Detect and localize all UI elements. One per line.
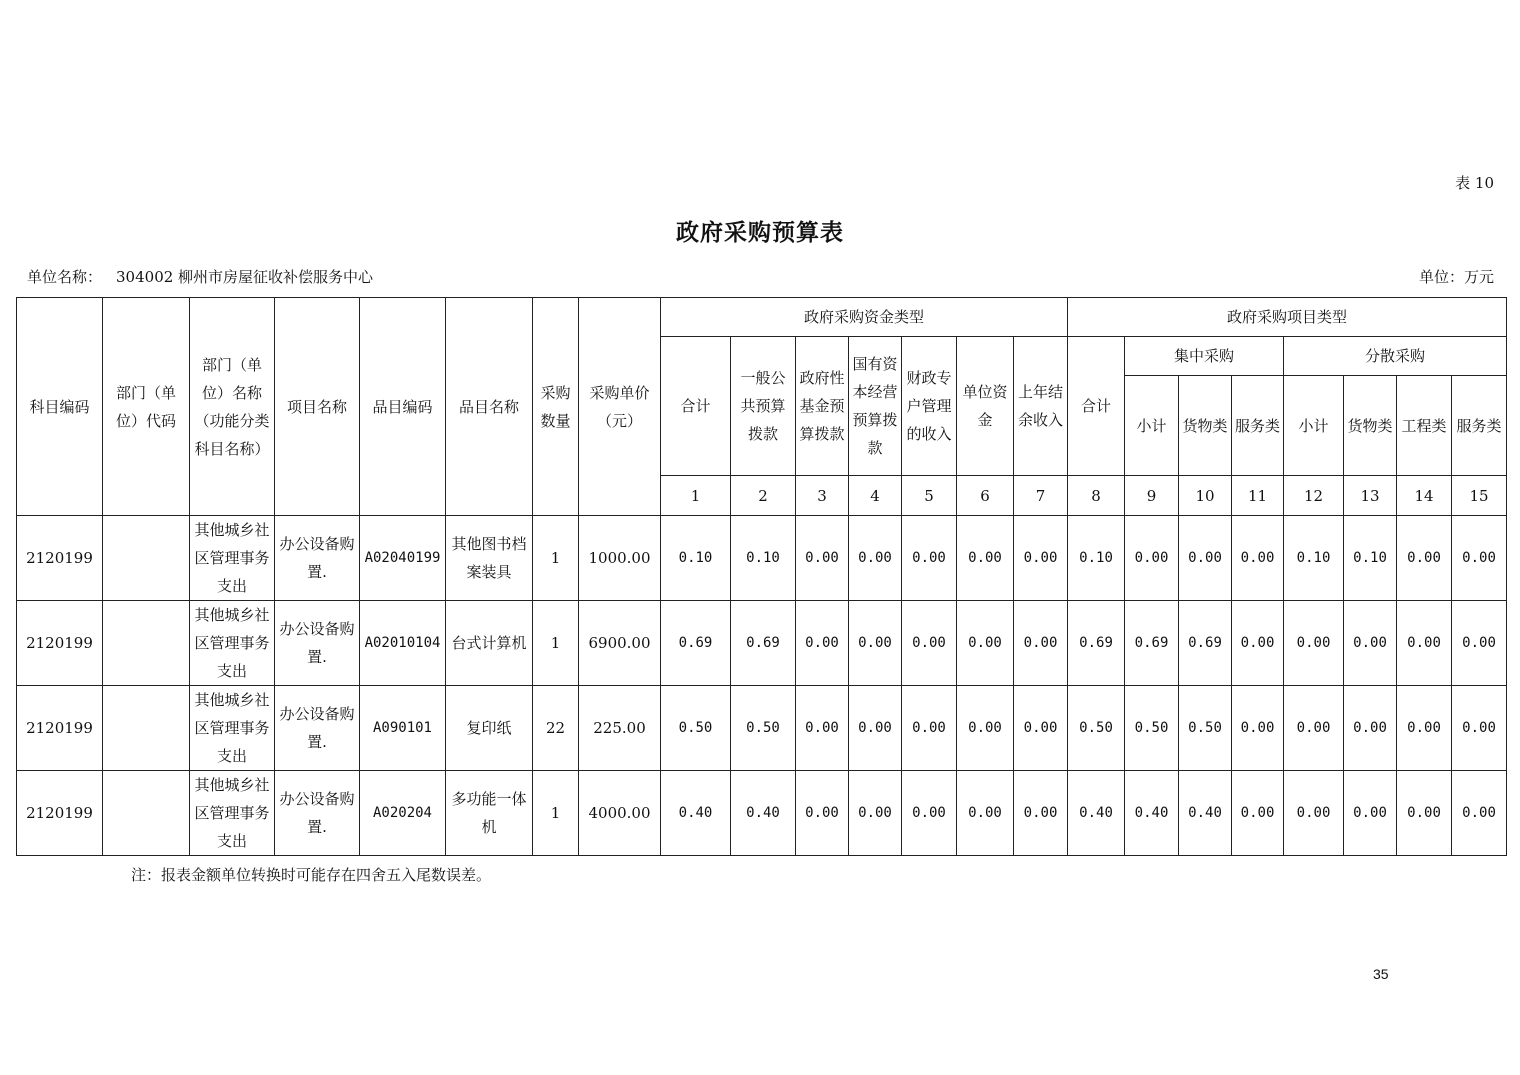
project-name-cell: 办公设备购置. [275,601,360,686]
value-cell: 0.00 [1284,601,1344,686]
value-cell: 0.00 [1232,601,1284,686]
table-row [17,771,1507,856]
value-cell: 0.00 [957,771,1014,856]
value-cell: 0.00 [902,771,957,856]
subject-code-cell: 2120199 [17,771,103,856]
value-cell: 0.40 [661,771,731,856]
value-cell: 0.00 [1397,516,1452,601]
dept-name-cell: 其他城乡社区管理事务支出 [190,601,275,686]
value-cell: 0.00 [902,601,957,686]
column-number: 8 [1068,476,1125,516]
table-row [17,686,1507,771]
value-cell: 0.00 [1125,516,1179,601]
value-cell: 0.00 [1344,686,1397,771]
quantity-cell: 1 [533,771,579,856]
quantity-cell: 1 [533,601,579,686]
item-name-cell: 其他图书档案装具 [446,516,533,601]
header-decentralized-works: 工程类 [1397,376,1452,476]
unit-price-cell: 225.00 [579,686,661,771]
procurement-budget-table [16,297,1507,856]
value-cell: 0.00 [796,516,849,601]
item-code-cell: A020204 [360,771,446,856]
value-cell: 0.00 [849,771,902,856]
table-row [17,516,1507,601]
value-cell: 0.00 [1397,771,1452,856]
column-number: 11 [1232,476,1284,516]
page-title: 政府采购预算表 [676,219,844,246]
column-number: 2 [731,476,796,516]
dept-name-cell: 其他城乡社区管理事务支出 [190,771,275,856]
dept-code-cell [103,686,190,771]
header-centralized-services: 服务类 [1232,376,1284,476]
value-cell: 0.00 [902,516,957,601]
value-cell: 0.40 [1068,771,1125,856]
value-cell: 0.50 [1068,686,1125,771]
header-general-budget: 一般公共预算拨款 [731,337,796,476]
column-number: 4 [849,476,902,516]
value-cell: 0.00 [957,516,1014,601]
value-cell: 0.50 [1179,686,1232,771]
table-row [17,601,1507,686]
header-fund-total: 合计 [661,337,731,476]
project-name-cell: 办公设备购置. [275,771,360,856]
value-cell: 0.00 [1014,686,1068,771]
header-subject-code: 科目编码 [17,298,103,516]
footnote: 注：报表金额单位转换时可能存在四舍五入尾数误差。 [131,866,492,884]
value-cell: 0.00 [1397,686,1452,771]
quantity-cell: 22 [533,686,579,771]
header-decentralized-services: 服务类 [1452,376,1507,476]
column-number: 10 [1179,476,1232,516]
value-cell: 0.10 [1284,516,1344,601]
value-cell: 0.00 [1284,686,1344,771]
value-cell: 0.00 [957,686,1014,771]
value-cell: 0.00 [1014,516,1068,601]
header-special-account: 财政专户管理的收入 [902,337,957,476]
dept-code-cell [103,601,190,686]
value-cell: 0.00 [796,771,849,856]
unit-price-cell: 4000.00 [579,771,661,856]
value-cell: 0.69 [1125,601,1179,686]
column-number: 7 [1014,476,1068,516]
value-cell: 0.10 [1068,516,1125,601]
value-cell: 0.00 [849,686,902,771]
quantity-cell: 1 [533,516,579,601]
header-dept-name: 部门（单位）名称（功能分类科目名称） [190,298,275,516]
value-cell: 0.50 [731,686,796,771]
value-cell: 0.00 [1452,771,1507,856]
project-name-cell: 办公设备购置. [275,516,360,601]
value-cell: 0.69 [1068,601,1125,686]
value-cell: 0.00 [1397,601,1452,686]
header-project-total: 合计 [1068,337,1125,476]
dept-code-cell [103,516,190,601]
dept-name-cell: 其他城乡社区管理事务支出 [190,516,275,601]
value-cell: 0.00 [1179,516,1232,601]
header-project-type: 政府采购项目类型 [1068,298,1507,337]
value-cell: 0.00 [1014,771,1068,856]
value-cell: 0.00 [1452,686,1507,771]
value-cell: 0.00 [1232,516,1284,601]
column-number: 14 [1397,476,1452,516]
value-cell: 0.00 [796,601,849,686]
header-state-capital: 国有资本经营预算拨款 [849,337,902,476]
column-number: 5 [902,476,957,516]
unit-name [27,266,373,287]
column-number: 12 [1284,476,1344,516]
subject-code-cell: 2120199 [17,686,103,771]
value-cell: 0.69 [661,601,731,686]
unit-price-cell: 6900.00 [579,601,661,686]
value-cell: 0.00 [1232,686,1284,771]
item-name-cell: 复印纸 [446,686,533,771]
unit-name-value: 304002 柳州市房屋征收补偿服务中心 [116,268,374,286]
header-unit-price: 采购单价（元） [579,298,661,516]
value-cell: 0.40 [1179,771,1232,856]
item-name-cell: 多功能一体机 [446,771,533,856]
value-cell: 0.69 [731,601,796,686]
subject-code-cell: 2120199 [17,601,103,686]
value-cell: 0.00 [1284,771,1344,856]
value-cell: 0.00 [902,686,957,771]
currency-unit: 单位：万元 [1418,268,1494,286]
header-quantity: 采购数量 [533,298,579,516]
unit-name-label: 单位名称： [27,268,103,286]
value-cell: 0.40 [1125,771,1179,856]
header-centralized-goods: 货物类 [1179,376,1232,476]
value-cell: 0.10 [1344,516,1397,601]
value-cell: 0.00 [1452,601,1507,686]
column-number: 3 [796,476,849,516]
dept-code-cell [103,771,190,856]
header-fund-type: 政府采购资金类型 [661,298,1068,337]
header-centralized: 集中采购 [1125,337,1284,376]
header-item-code: 品目编码 [360,298,446,516]
value-cell: 0.10 [731,516,796,601]
header-dept-code: 部门（单位）代码 [103,298,190,516]
header-item-name: 品目名称 [446,298,533,516]
column-number: 15 [1452,476,1507,516]
value-cell: 0.00 [1344,771,1397,856]
header-gov-fund-budget: 政府性基金预算拨款 [796,337,849,476]
column-number: 1 [661,476,731,516]
value-cell: 0.50 [661,686,731,771]
item-code-cell: A02010104 [360,601,446,686]
value-cell: 0.00 [1344,601,1397,686]
value-cell: 0.69 [1179,601,1232,686]
value-cell: 0.00 [849,516,902,601]
column-number: 6 [957,476,1014,516]
column-number: 9 [1125,476,1179,516]
value-cell: 0.00 [796,686,849,771]
header-unit-funds: 单位资金 [957,337,1014,476]
value-cell: 0.50 [1125,686,1179,771]
item-code-cell: A090101 [360,686,446,771]
header-prior-surplus: 上年结余收入 [1014,337,1068,476]
header-project-name: 项目名称 [275,298,360,516]
item-code-cell: A02040199 [360,516,446,601]
value-cell: 0.00 [1452,516,1507,601]
value-cell: 0.00 [1014,601,1068,686]
header-decentralized-goods: 货物类 [1344,376,1397,476]
project-name-cell: 办公设备购置. [275,686,360,771]
header-decentralized-subtotal: 小计 [1284,376,1344,476]
page-number: 35 [1373,966,1389,982]
value-cell: 0.00 [1232,771,1284,856]
unit-price-cell: 1000.00 [579,516,661,601]
value-cell: 0.00 [957,601,1014,686]
header-centralized-subtotal: 小计 [1125,376,1179,476]
value-cell: 0.00 [849,601,902,686]
value-cell: 0.10 [661,516,731,601]
column-number: 13 [1344,476,1397,516]
subject-code-cell: 2120199 [17,516,103,601]
item-name-cell: 台式计算机 [446,601,533,686]
dept-name-cell: 其他城乡社区管理事务支出 [190,686,275,771]
header-decentralized: 分散采购 [1284,337,1507,376]
table-number: 表 10 [1455,174,1494,192]
value-cell: 0.40 [731,771,796,856]
